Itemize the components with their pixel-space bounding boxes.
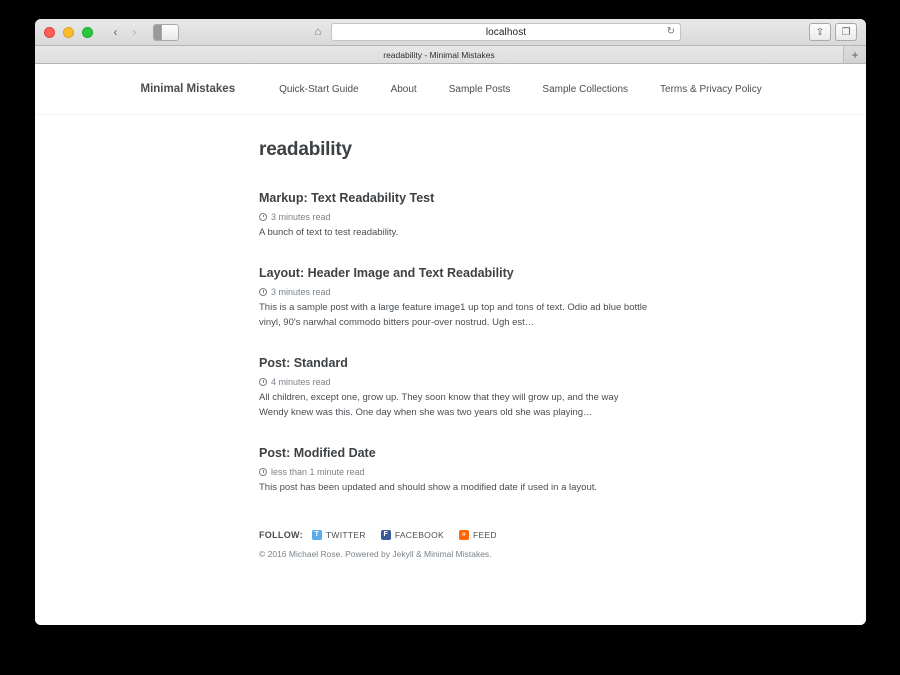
list-item: [259, 266, 649, 330]
sidebar-icon-body: [162, 25, 178, 40]
page-viewport: [35, 64, 866, 625]
social-label-twitter: TWITTER: [325, 529, 366, 540]
post-title[interactable]: Post: Standard: [259, 356, 348, 371]
tabs-icon[interactable]: ❐: [835, 23, 857, 41]
nav-link-about[interactable]: About: [390, 83, 417, 95]
share-icon[interactable]: ⇪: [809, 23, 831, 41]
address-bar-text: localhost: [485, 26, 527, 38]
read-time: 4 minutes read: [271, 377, 331, 388]
list-item: [259, 356, 649, 420]
zoom-window-button[interactable]: [82, 27, 93, 38]
minimize-window-button[interactable]: [63, 27, 74, 38]
post-title[interactable]: Post: Modified Date: [259, 446, 376, 461]
window-controls: [44, 27, 93, 38]
twitter-icon: T: [312, 530, 322, 540]
post-excerpt: This post has been updated and should show a modified date if used in a layout.: [259, 482, 598, 494]
home-icon[interactable]: ⌂: [314, 26, 322, 38]
new-tab-button[interactable]: +: [851, 47, 859, 62]
post-title[interactable]: Markup: Text Readability Test: [259, 191, 435, 205]
post-meta: [259, 467, 649, 477]
post-meta: [259, 212, 649, 222]
follow-row: [259, 530, 649, 540]
clock-icon: [259, 468, 267, 476]
clock-icon: [259, 288, 267, 296]
clock-icon: [259, 213, 267, 221]
social-label-feed: FEED: [472, 529, 497, 540]
nav-link-terms-privacy-policy[interactable]: Terms & Privacy Policy: [660, 83, 762, 95]
rss-icon: »: [459, 530, 469, 540]
post-meta: [259, 377, 649, 387]
close-window-button[interactable]: [44, 27, 55, 38]
read-time: 3 minutes read: [271, 286, 331, 297]
social-label-facebook: FACEBOOK: [394, 529, 444, 540]
read-time: less than 1 minute read: [271, 467, 365, 478]
toolbar-right-buttons: [809, 23, 857, 41]
reload-icon[interactable]: ↻: [666, 26, 675, 37]
list-item: [259, 446, 649, 495]
site-masthead: [35, 64, 866, 115]
post-excerpt: All children, except one, grow up. They soon know that they will grow up, and the way Wendy knew was this. One day when she was two years old she was playing…: [259, 392, 619, 418]
post-excerpt: This is a sample post with a large feature image1 up top and tons of text. Odio ad blue bottle vinyl, 90's narwhal commodo bitters pour-over nostrud. Ugh est…: [259, 301, 648, 328]
social-link-facebook[interactable]: [381, 530, 444, 540]
post-meta: [259, 287, 649, 297]
page-footer: [259, 530, 649, 559]
post-title[interactable]: Layout: Header Image and Text Readability: [259, 266, 514, 281]
tab-readability[interactable]: readability - Minimal Mistakes: [35, 46, 844, 63]
address-bar[interactable]: [331, 23, 681, 41]
forward-button[interactable]: ›: [132, 25, 137, 39]
read-time: 3 minutes read: [271, 211, 331, 222]
page-title: readability: [259, 139, 352, 160]
list-item: [259, 191, 649, 240]
copyright-text: © 2016 Michael Rose. Powered by Jekyll & Minimal Mistakes.: [259, 548, 492, 559]
nav-link-sample-collections[interactable]: Sample Collections: [542, 83, 629, 95]
navigation-buttons: [107, 23, 143, 41]
nav-link-sample-posts[interactable]: Sample Posts: [448, 83, 511, 95]
sidebar-icon-pane: [154, 25, 162, 40]
nav-link-quick-start-guide[interactable]: Quick-Start Guide: [279, 83, 359, 95]
social-link-feed[interactable]: [459, 530, 497, 540]
tab-bar: [35, 46, 866, 64]
post-excerpt: A bunch of text to test readability.: [259, 226, 399, 238]
social-link-twitter[interactable]: [312, 530, 366, 540]
sidebar-icon[interactable]: [153, 24, 179, 41]
follow-label: FOLLOW:: [259, 529, 303, 540]
facebook-icon: F: [381, 530, 391, 540]
clock-icon: [259, 378, 267, 386]
site-title[interactable]: Minimal Mistakes: [140, 83, 236, 95]
browser-window: [35, 19, 866, 625]
site-navigation: [279, 84, 762, 95]
page-content: [35, 115, 866, 559]
address-bar-area: [191, 23, 799, 41]
browser-toolbar: [35, 19, 866, 46]
back-button[interactable]: ‹: [113, 25, 118, 39]
